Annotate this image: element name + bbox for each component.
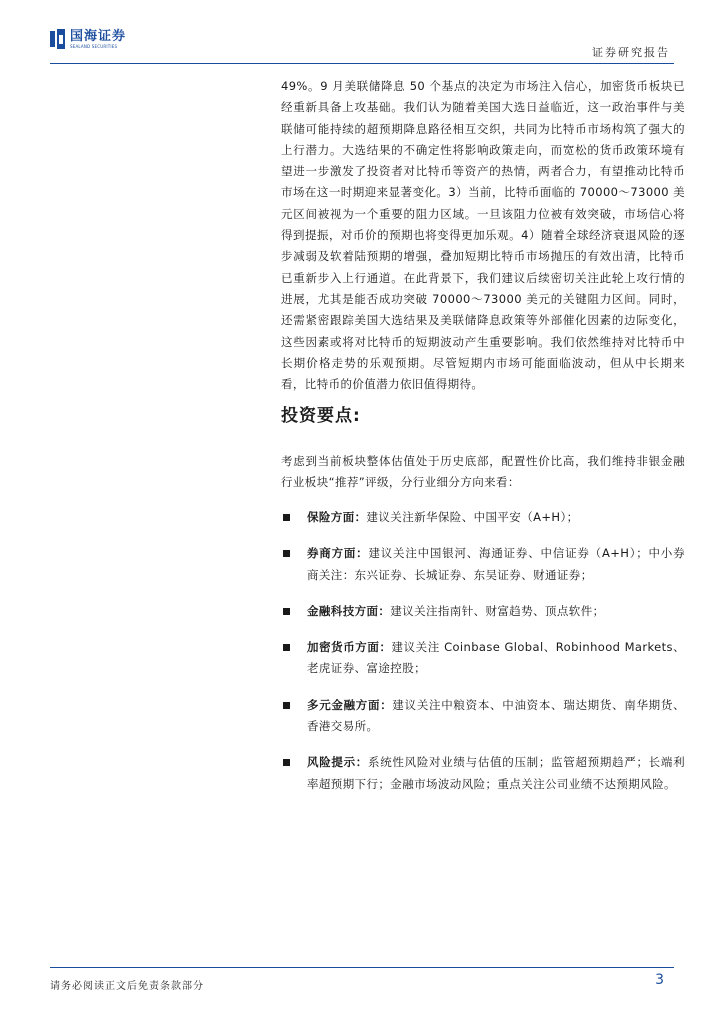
- square-bullet-icon: [283, 608, 290, 615]
- header-divider: [50, 63, 674, 64]
- report-type-label: 证券研究报告: [592, 46, 670, 59]
- list-item: [281, 507, 685, 528]
- page-header: [0, 0, 724, 66]
- list-item-text: 建议关注指南针、财富趋势、顶点软件；: [390, 603, 605, 618]
- section-intro-text: 考虑到当前板块整体估值处于历史底部，配置性价比高，我们维持非银金融行业板块“推荐”评级，分行业细分方向来看：: [281, 454, 685, 490]
- list-item-text: 建议关注中国银河、海通证券、中信证券（A+H）；中小券商关注：东兴证券、长城证券、东吴证券、财通证券；: [307, 546, 685, 582]
- list-item-text: 系统性风险对业绩与估值的压制；监管超预期趋严；长端利率超预期下行；金融市场波动风险；重点关注公司业绩不达预期风险。: [307, 755, 685, 791]
- section-title: 投资要点:: [281, 406, 361, 426]
- list-item-text: 建议关注 Coinbase Global、Robinhood Markets、老虎证券、富途控股；: [307, 640, 685, 676]
- list-item-text: 建议关注中粮资本、中油资本、瑞达期货、南华期货、香港交易所。: [307, 697, 685, 734]
- list-item-label: 券商方面：: [307, 546, 369, 561]
- list-item: [281, 543, 685, 586]
- logo-name-en: SEALAND SECURITIES: [70, 43, 118, 49]
- logo-name-cn: 国海证券: [70, 28, 127, 44]
- list-item: [281, 637, 685, 680]
- square-bullet-icon: [283, 759, 290, 766]
- square-bullet-icon: [283, 550, 290, 557]
- list-item-label: 多元金融方面：: [307, 697, 393, 712]
- disclaimer-note: 请务必阅读正文后免责条款部分: [50, 981, 204, 992]
- list-item-label: 金融科技方面：: [307, 603, 391, 618]
- list-item-risk: [281, 752, 685, 795]
- company-logo: [50, 29, 126, 49]
- section-intro: [281, 451, 685, 494]
- footer-divider: [50, 967, 674, 968]
- list-item: [281, 601, 685, 622]
- body-paragraph: 49%。9 月美联储降息 50 个基点的决定为市场注入信心，加密货币板块已经重新具备上攻基础。我们认为随着美国大选日益临近，这一政治事件与美联储可能持续的超预期降息路径相互交织，共同为比特币市场构筑了强大的上行潜力。大选结果的不确定性将影响政策走向，而宽松的货币政策环境有望进一步激发了投资者对比特币等资产的热情，两者合力，有望推动比特币市场在这一时期迎来显著变化。3）当前，比特币面临的 70000～73000 美元区间被视为一个重要的阻力区域。一旦该阻力位被有效突破，市场信心将得到提振，对币价的预期也将变得更加乐观。4）随着全球经济衰退风险的逐步减弱及软着陆预期的增强，叠加短期比特币市场抛压的有效出清，比特币已重新步入上行通道。在此背景下，我们建议后续密切关注此轮上攻行情的进展，尤其是能否成功突破 70000～73000 美元的关键阻力区间。同时，还需紧密跟踪美国大选结果及美联储降息政策等外部催化因素的边际变化，这些因素或将对比特币的短期波动产生重要影响。我们依然维持对比特币中长期价格走势的乐观预期。尽管短期内市场可能面临波动，但从中长期来看，比特币的价值潜力依旧值得期待。: [281, 79, 685, 392]
- list-item-label: 保险方面：: [307, 510, 367, 524]
- square-bullet-icon: [283, 514, 290, 521]
- list-item-label: 风险提示：: [307, 755, 369, 770]
- logo-mark-icon: [50, 29, 66, 49]
- investment-points-list: [281, 507, 685, 795]
- body-content: [281, 76, 685, 395]
- list-item: [281, 695, 685, 738]
- square-bullet-icon: [283, 644, 290, 651]
- page-number: 3: [655, 972, 664, 988]
- list-item-text: 建议关注新华保险、中国平安（A+H）；: [366, 510, 579, 524]
- list-item-label: 加密货币方面：: [307, 640, 392, 655]
- square-bullet-icon: [283, 702, 290, 709]
